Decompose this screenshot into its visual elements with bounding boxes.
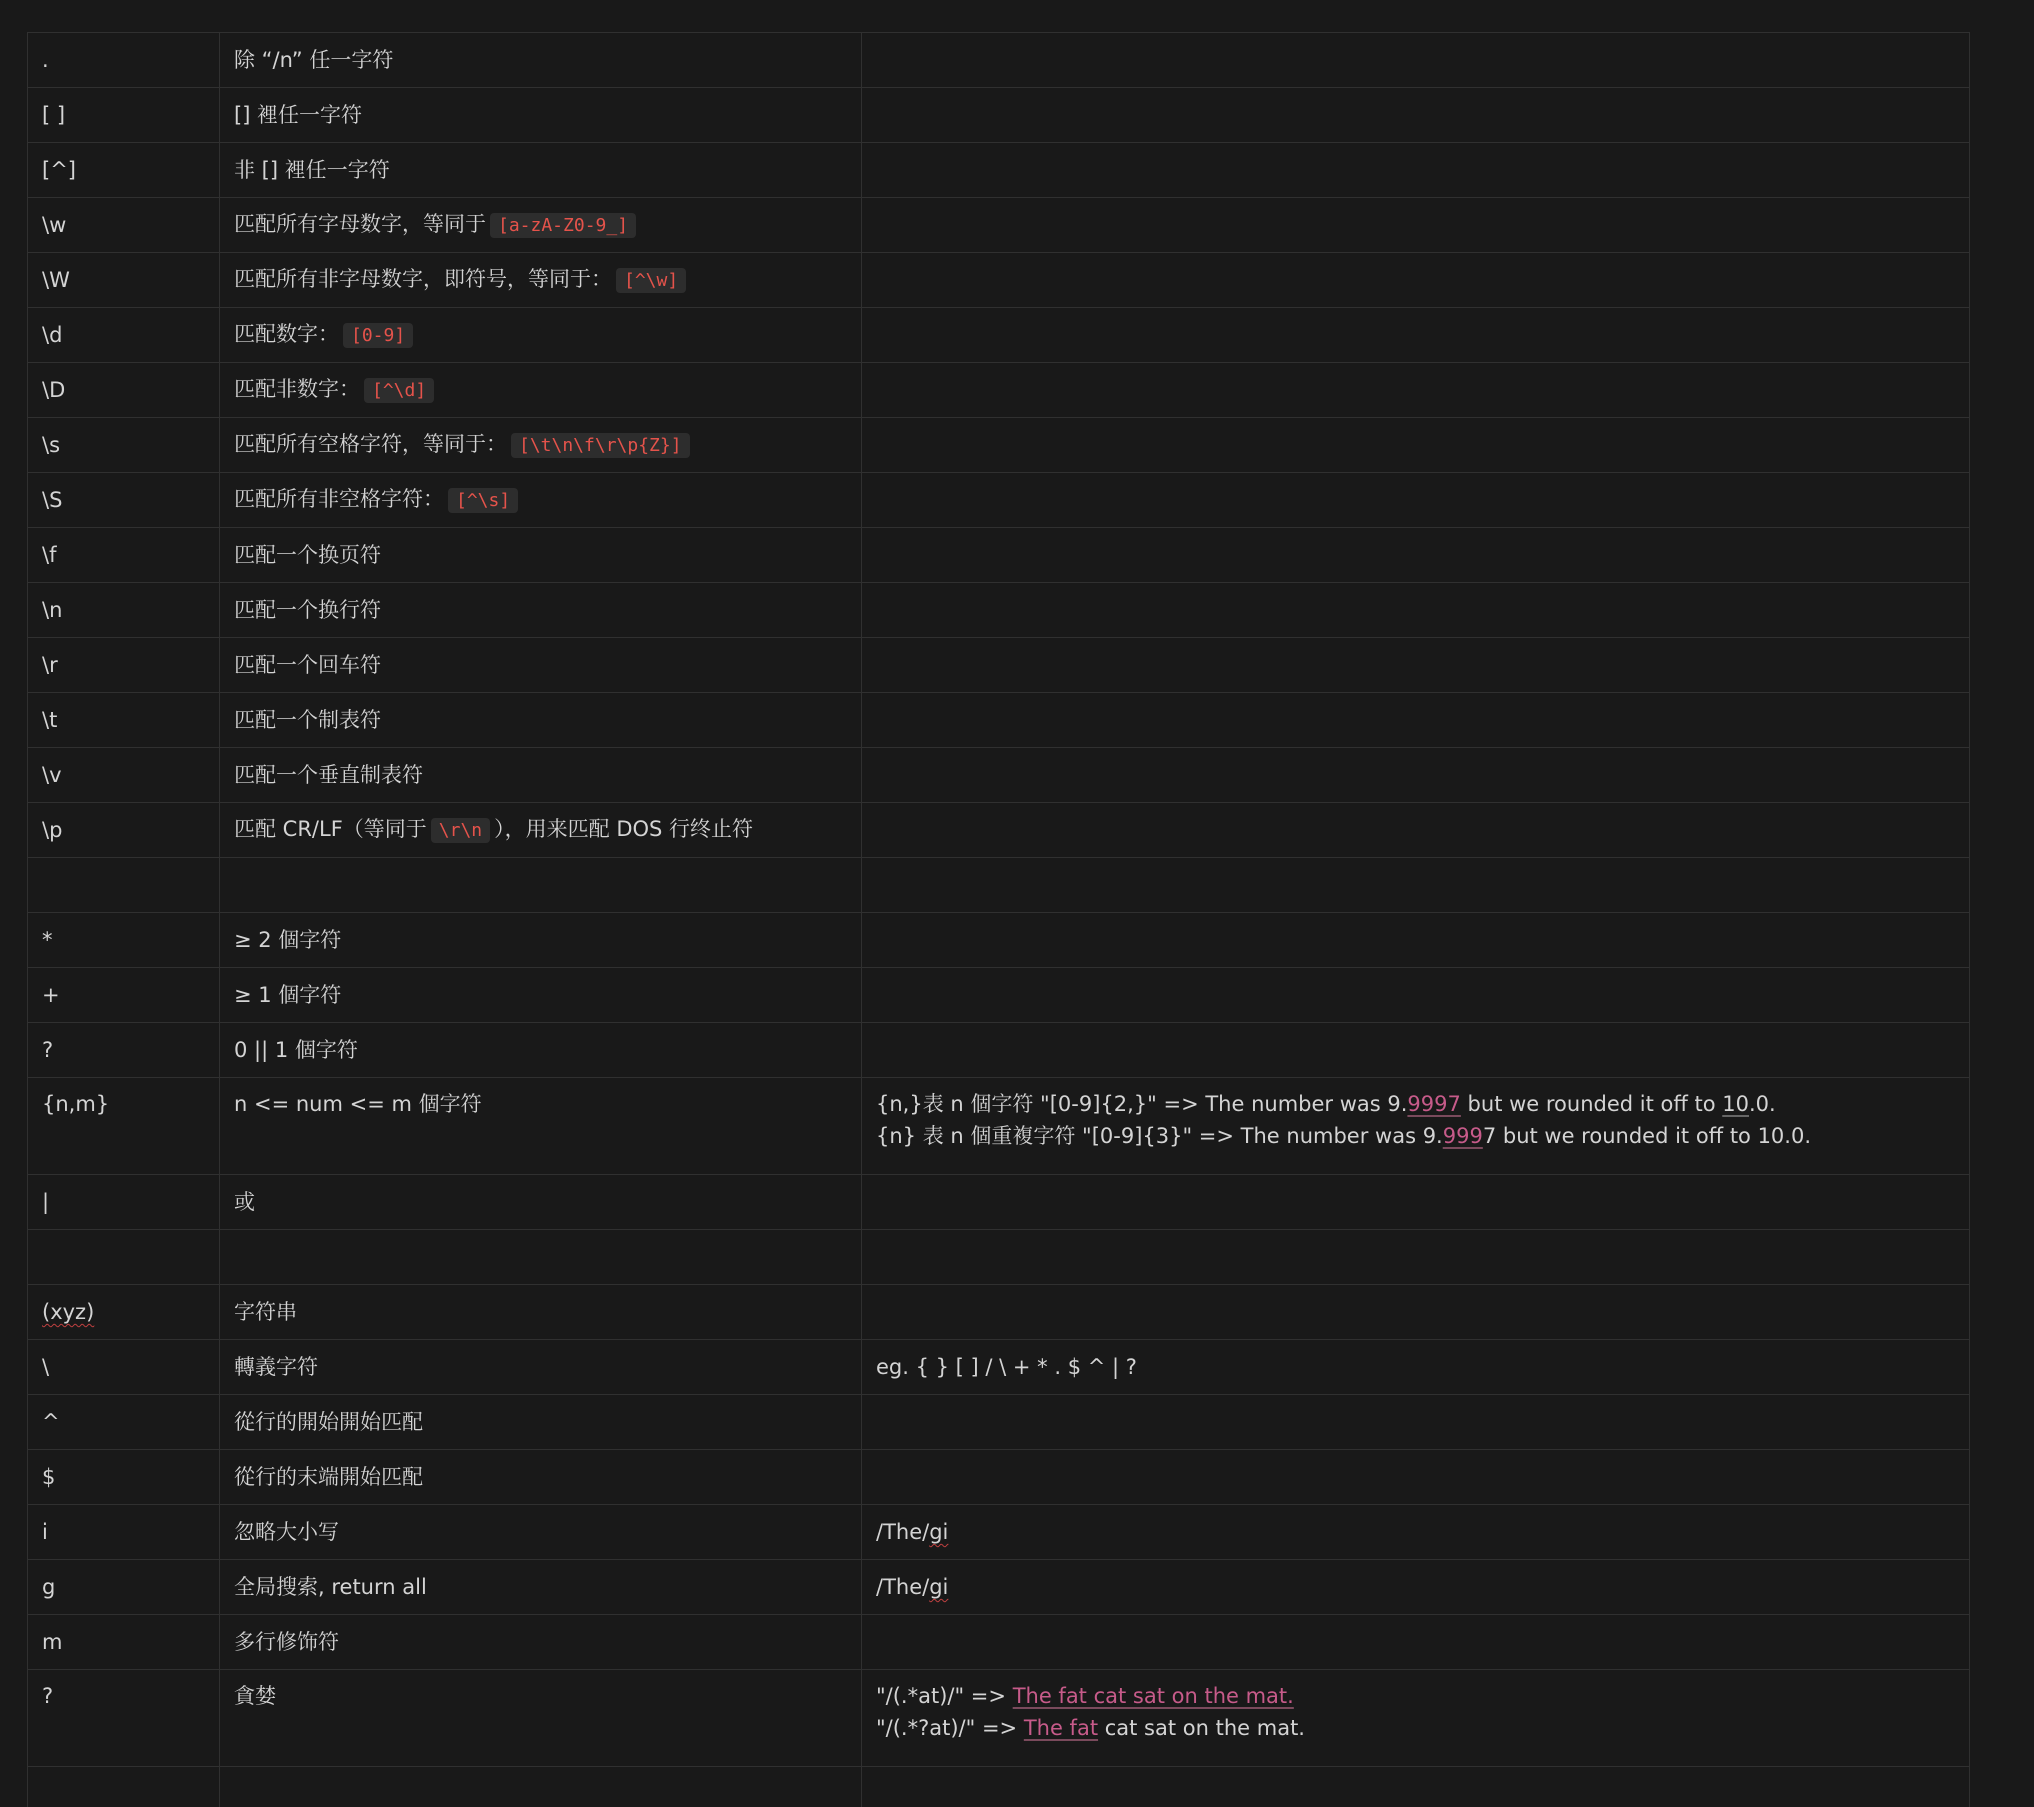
example-cell[interactable] [862,583,1970,638]
table-row[interactable] [28,968,1970,1023]
symbol-cell[interactable]: {n,m} [28,1078,220,1175]
symbol-cell[interactable]: m [28,1615,220,1670]
example-text: cat sat on the mat. [1098,1716,1305,1740]
description-cell[interactable]: 0 || 1 個字符 [220,1023,862,1078]
example-cell[interactable] [862,418,1970,473]
example-cell[interactable] [862,198,1970,253]
symbol-cell[interactable]: i [28,1505,220,1560]
table-row[interactable] [28,363,1970,418]
description-cell[interactable]: ≥ 2 個字符 [220,913,862,968]
regex-reference-table [27,32,1970,1807]
table-row[interactable] [28,1615,1970,1670]
symbol-cell[interactable]: \d [28,308,220,363]
table-row[interactable] [28,473,1970,528]
description-cell[interactable] [220,1767,862,1807]
description-cell[interactable]: 匹配一个换页符 [220,528,862,583]
example-cell[interactable] [862,1285,1970,1340]
description-cell[interactable]: 從行的末端開始匹配 [220,1450,862,1505]
example-cell[interactable] [862,858,1970,913]
table-row[interactable] [28,1505,1970,1560]
example-cell[interactable] [862,913,1970,968]
symbol-cell[interactable]: \n [28,583,220,638]
inline-code: [a-zA-Z0-9_] [490,213,636,238]
table-row[interactable] [28,1340,1970,1395]
inline-code: [\t\n\f\r\p{Z}] [511,433,690,458]
example-line [876,1120,1955,1152]
example-text: 7 but we rounded it off to 10.0. [1483,1124,1811,1148]
description-cell[interactable]: 貪婪 [220,1670,862,1767]
description-cell[interactable]: [] 裡任一字符 [220,88,862,143]
description-cell[interactable]: 忽略大小写 [220,1505,862,1560]
example-text: .0. [1749,1092,1776,1116]
description-cell[interactable]: 或 [220,1175,862,1230]
symbol-cell[interactable]: | [28,1175,220,1230]
description-cell[interactable] [220,803,862,858]
description-cell[interactable] [220,1230,862,1285]
table-row[interactable] [28,88,1970,143]
description-cell[interactable]: 字符串 [220,1285,862,1340]
table-row[interactable] [28,33,1970,88]
description-cell[interactable] [220,308,862,363]
description-cell[interactable]: 匹配一个垂直制表符 [220,748,862,803]
example-cell[interactable] [862,33,1970,88]
example-cell[interactable] [862,638,1970,693]
table-row[interactable] [28,638,1970,693]
example-text: /The/ [876,1575,929,1599]
description-cell[interactable]: 除 “/n” 任一字符 [220,33,862,88]
description-text: 匹配所有字母数字，等同于 [234,212,486,236]
symbol-cell[interactable]: ^ [28,1395,220,1450]
description-cell[interactable] [220,253,862,308]
symbol-cell[interactable]: \t [28,693,220,748]
table-row[interactable] [28,1670,1970,1767]
symbol-cell[interactable]: + [28,968,220,1023]
example-lines [876,1680,1955,1744]
match-highlight: 999 [1443,1124,1483,1148]
example-cell[interactable] [862,1395,1970,1450]
example-line [876,1088,1955,1120]
example-cell[interactable] [862,748,1970,803]
description-text: 匹配所有非字母数字，即符号，等同于： [234,267,612,291]
symbol-text: (xyz) [42,1300,94,1324]
description-cell[interactable] [220,363,862,418]
symbol-cell[interactable]: g [28,1560,220,1615]
match-highlight: The fat [1024,1716,1098,1740]
example-cell[interactable]: eg. { } [ ] / \ + * . $ ^ | ? [862,1340,1970,1395]
regex-table-container [27,32,1969,1807]
example-cell[interactable] [862,1175,1970,1230]
table-row[interactable] [28,1450,1970,1505]
inline-code: \r\n [431,818,490,843]
table-row-empty[interactable] [28,1230,1970,1285]
description-text: 匹配 CR/LF（等同于 [234,817,427,841]
table-row[interactable] [28,198,1970,253]
example-cell[interactable] [862,1560,1970,1615]
example-cell[interactable] [862,363,1970,418]
table-row-partial[interactable] [28,1767,1970,1807]
example-cell[interactable] [862,1023,1970,1078]
example-text: {n,}表 n 個字符 "[0-9]{2,}" => The number was 9. [876,1092,1407,1116]
symbol-cell[interactable]: \W [28,253,220,308]
symbol-cell[interactable]: \D [28,363,220,418]
example-cell[interactable] [862,693,1970,748]
description-cell[interactable]: 轉義字符 [220,1340,862,1395]
symbol-cell[interactable] [28,1285,220,1340]
description-text: ），用来匹配 DOS 行终止符 [494,817,753,841]
table-row[interactable] [28,1285,1970,1340]
symbol-cell[interactable]: \S [28,473,220,528]
symbol-cell[interactable]: $ [28,1450,220,1505]
inline-code: [^\s] [448,488,518,513]
example-cell[interactable] [862,1615,1970,1670]
example-cell[interactable] [862,473,1970,528]
example-cell[interactable] [862,1078,1970,1175]
table-row[interactable] [28,748,1970,803]
symbol-cell[interactable]: * [28,913,220,968]
table-row[interactable] [28,803,1970,858]
description-cell[interactable]: 非 [] 裡任一字符 [220,143,862,198]
example-text: "/(.*at)/" => [876,1684,1013,1708]
symbol-cell[interactable]: ? [28,1023,220,1078]
description-text: 匹配所有空格字符，等同于： [234,432,507,456]
example-text: /The/ [876,1520,929,1544]
table-row[interactable] [28,1175,1970,1230]
table-row[interactable] [28,1023,1970,1078]
example-cell[interactable] [862,528,1970,583]
example-cell[interactable] [862,308,1970,363]
example-text: but we rounded it off to [1461,1092,1722,1116]
example-cell[interactable] [862,88,1970,143]
description-cell[interactable]: 匹配一个换行符 [220,583,862,638]
symbol-cell[interactable]: \p [28,803,220,858]
example-cell[interactable] [862,1767,1970,1807]
table-row[interactable] [28,418,1970,473]
description-cell[interactable]: 匹配一个回车符 [220,638,862,693]
example-flags: gi [929,1575,948,1599]
description-text: 匹配数字： [234,322,339,346]
example-cell[interactable] [862,968,1970,1023]
description-cell[interactable]: 多行修饰符 [220,1615,862,1670]
table-row[interactable] [28,528,1970,583]
description-cell[interactable]: 從行的開始開始匹配 [220,1395,862,1450]
table-row[interactable] [28,1560,1970,1615]
description-text: 匹配非数字： [234,377,360,401]
table-row-empty[interactable] [28,858,1970,913]
symbol-cell[interactable]: \ [28,1340,220,1395]
symbol-cell[interactable]: \r [28,638,220,693]
match-underline: 10 [1722,1092,1749,1116]
symbol-cell[interactable]: ? [28,1670,220,1767]
example-lines [876,1088,1955,1152]
table-row[interactable] [28,913,1970,968]
description-text: 匹配所有非空格字符： [234,487,444,511]
symbol-cell[interactable] [28,858,220,913]
inline-code: [0-9] [343,323,413,348]
example-flags: gi [929,1520,948,1544]
description-cell[interactable]: 匹配一个制表符 [220,693,862,748]
example-cell[interactable] [862,1670,1970,1767]
match-highlight: The fat cat sat on the mat. [1013,1684,1294,1708]
symbol-cell[interactable]: \w [28,198,220,253]
example-cell[interactable] [862,1230,1970,1285]
symbol-cell[interactable]: [^] [28,143,220,198]
example-cell[interactable] [862,253,1970,308]
example-text: "/(.*?at)/" => [876,1716,1024,1740]
description-cell[interactable] [220,473,862,528]
table-row[interactable] [28,693,1970,748]
table-row[interactable] [28,143,1970,198]
table-row[interactable] [28,1395,1970,1450]
example-cell[interactable] [862,803,1970,858]
symbol-cell[interactable]: \v [28,748,220,803]
table-row[interactable] [28,1078,1970,1175]
symbol-cell[interactable]: . [28,33,220,88]
symbol-cell[interactable]: \s [28,418,220,473]
example-text: {n} 表 n 個重複字符 "[0-9]{3}" => The number was 9. [876,1124,1443,1148]
description-cell[interactable]: n <= num <= m 個字符 [220,1078,862,1175]
table-row[interactable] [28,583,1970,638]
symbol-cell[interactable]: [ ] [28,88,220,143]
example-cell[interactable] [862,1450,1970,1505]
description-cell[interactable]: 全局搜索, return all [220,1560,862,1615]
inline-code: [^\w] [616,268,686,293]
symbol-cell[interactable] [28,1230,220,1285]
description-cell[interactable]: ≥ 1 個字符 [220,968,862,1023]
inline-code: [^\d] [364,378,434,403]
symbol-cell[interactable] [28,1767,220,1807]
match-highlight: 9997 [1407,1092,1460,1116]
description-cell[interactable] [220,418,862,473]
description-cell[interactable] [220,198,862,253]
example-line [876,1680,1955,1712]
description-cell[interactable] [220,858,862,913]
table-row[interactable] [28,253,1970,308]
table-row[interactable] [28,308,1970,363]
example-cell[interactable] [862,1505,1970,1560]
example-line [876,1712,1955,1744]
symbol-cell[interactable]: \f [28,528,220,583]
example-cell[interactable] [862,143,1970,198]
